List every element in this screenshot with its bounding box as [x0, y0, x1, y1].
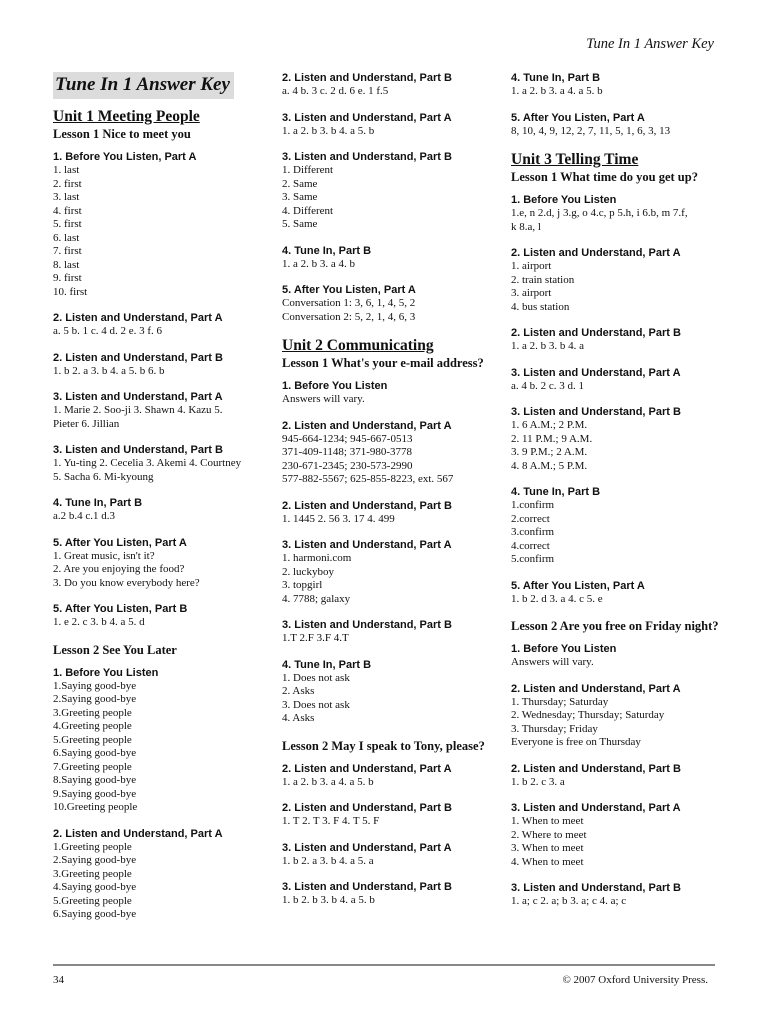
answer-section: [282, 842, 504, 869]
answer-line: 1. Does not ask: [282, 671, 350, 684]
section-heading: 4. Tune In, Part B: [511, 486, 601, 498]
answer-line: Answers will vary.: [282, 393, 365, 405]
answer-section: [282, 802, 504, 829]
answer-line: 2. train station: [511, 273, 575, 286]
answer-line: 1. a 2. b 3. b 4. a: [511, 340, 585, 352]
answer-section: [282, 763, 504, 790]
answer-line: 9. first: [53, 272, 82, 284]
answer-section: [282, 539, 504, 606]
answer-line: 5.Greeting people: [53, 894, 132, 907]
section-heading: 2. Listen and Understand, Part B: [282, 72, 452, 84]
answer-section: [282, 500, 504, 527]
answer-line: 1. a 2. b 3. a 4. a 5. b: [282, 775, 374, 788]
answer-line: 1. b 2. d 3. a 4. c 5. e: [511, 592, 603, 605]
lesson-heading: Lesson 1 What's your e-mail address?: [282, 356, 484, 370]
answer-line: 577-882-5567; 625-855-8223, ext. 567: [282, 473, 454, 485]
section-heading: 5. After You Listen, Part B: [53, 603, 188, 615]
answer-line: 9.Saying good-bye: [53, 787, 137, 800]
answer-line: 3. When to meet: [511, 842, 584, 854]
answer-line: 4. When to meet: [511, 855, 584, 868]
answer-line: 4. Asks: [282, 712, 315, 724]
answer-section: [53, 352, 275, 379]
answer-line: a. 4 b. 3 c. 2 d. 6 e. 1 f.5: [282, 85, 389, 97]
lesson-heading: Lesson 2 Are you free on Friday night?: [511, 619, 719, 633]
answer-line: 2. Wednesday; Thursday; Saturday: [511, 709, 665, 721]
section-heading: 2. Listen and Understand, Part A: [53, 827, 223, 840]
answer-line: 1. a 2. b 3. a 4. a 5. b: [511, 85, 603, 97]
answer-section: [53, 537, 275, 591]
section-heading: 2. Listen and Understand, Part B: [53, 351, 223, 364]
answer-line: 1. Different: [282, 164, 334, 176]
answer-line: 1. 6 A.M.; 2 P.M.: [511, 419, 588, 431]
answer-section: [511, 882, 733, 909]
answer-line: 3. Do you know everybody here?: [53, 576, 200, 589]
answer-line: 230-671-2345; 230-573-2990: [282, 459, 413, 472]
answer-line: 5.confirm: [511, 553, 555, 565]
section-heading: 5. After You Listen, Part A: [511, 111, 645, 124]
answer-line: 5.Greeting people: [53, 733, 132, 746]
footer-divider: [53, 964, 715, 966]
section-heading: 3. Listen and Understand, Part A: [511, 802, 681, 814]
answer-line: 1. Marie 2. Soo-ji 3. Shawn 4. Kazu 5.: [53, 404, 223, 416]
answer-line: 1. b 2. a 3. b 4. a 5. b 6. b: [53, 364, 165, 377]
answer-line: a.2 b.4 c.1 d.3: [53, 510, 116, 522]
answer-line: 10.Greeting people: [53, 801, 138, 813]
copyright-notice: © 2007 Oxford University Press.: [562, 974, 708, 986]
answer-line: 1.Greeting people: [53, 840, 132, 853]
section-heading: 2. Listen and Understand, Part B: [511, 327, 681, 339]
answer-section: [282, 151, 504, 232]
answer-line: 4. first: [53, 204, 82, 217]
answer-section: [282, 881, 504, 908]
answer-section: [282, 284, 504, 324]
answer-section: [53, 444, 275, 484]
column-2: [282, 72, 504, 921]
unit-heading: Unit 1 Meeting People: [53, 108, 200, 125]
answer-section: [511, 327, 733, 354]
section-heading: 3. Listen and Understand, Part B: [282, 881, 452, 893]
lesson-heading: Lesson 2 May I speak to Tony, please?: [282, 738, 485, 753]
answer-section: [53, 667, 275, 815]
answer-line: 1. When to meet: [511, 815, 584, 827]
section-heading: 3. Listen and Understand, Part B: [511, 406, 681, 418]
section-heading: 5. After You Listen, Part A: [53, 536, 187, 549]
answer-line: 7.Greeting people: [53, 760, 132, 773]
answer-section: [282, 112, 504, 139]
answer-line: 10. first: [53, 285, 88, 298]
answer-line: Conversation 2: 5, 2, 1, 4, 6, 3: [282, 310, 416, 323]
answer-line: 2. Asks: [282, 685, 315, 697]
answer-section: [511, 683, 733, 750]
answer-section: [53, 151, 275, 299]
answer-line: 2.Saying good-bye: [53, 854, 137, 866]
answer-section: [53, 497, 275, 524]
lesson-heading: Lesson 1 What time do you get up?: [511, 170, 698, 184]
answer-line: 945-664-1234; 945-667-0513: [282, 432, 413, 445]
answer-section: [511, 763, 733, 790]
answer-section: [282, 245, 504, 272]
answer-line: 2. 11 P.M.; 9 A.M.: [511, 432, 593, 445]
answer-line: 1.confirm: [511, 499, 555, 511]
answer-line: a. 5 b. 1 c. 4 d. 2 e. 3 f. 6: [53, 325, 163, 337]
section-heading: 2. Listen and Understand, Part A: [511, 682, 681, 695]
answer-line: 5. Sacha 6. Mi-kyoung: [53, 470, 154, 483]
answer-line: 2. Are you enjoying the food?: [53, 563, 185, 575]
answer-section: [282, 420, 504, 487]
answer-line: 1. harmoni.com: [282, 552, 352, 564]
answer-section: [511, 367, 733, 394]
answer-line: 3. Thursday; Friday: [511, 722, 598, 735]
answer-line: 3. last: [53, 191, 80, 203]
unit-heading: Unit 2 Communicating: [282, 337, 434, 354]
answer-line: 1. b 2. c 3. a: [511, 775, 565, 788]
answer-section: [282, 659, 504, 726]
answer-line: 3. 9 P.M.; 2 A.M.: [511, 446, 588, 458]
section-heading: 1. Before You Listen: [282, 380, 388, 392]
answer-line: 1.Saying good-bye: [53, 679, 137, 692]
answer-section: [53, 603, 275, 630]
answer-section: [53, 391, 275, 431]
section-heading: 3. Listen and Understand, Part A: [282, 539, 452, 551]
answer-line: 4.correct: [511, 539, 550, 552]
answer-line: 1. a 2. b 3. a 4. b: [282, 257, 356, 270]
section-heading: 3. Listen and Understand, Part B: [282, 619, 452, 631]
answer-line: a. 4 b. 2 c. 3 d. 1: [511, 379, 585, 392]
answer-line: 5. Same: [282, 218, 318, 230]
answer-line: 3. topgirl: [282, 579, 323, 591]
answer-section: [511, 247, 733, 314]
answer-line: 1. airport: [511, 260, 552, 272]
section-heading: 3. Listen and Understand, Part A: [282, 841, 452, 854]
answer-section: [53, 312, 275, 339]
answer-section: [282, 380, 504, 407]
answer-line: 6.Saying good-bye: [53, 747, 137, 759]
section-heading: 4. Tune In, Part B: [282, 658, 372, 671]
answer-line: 3. Does not ask: [282, 698, 350, 711]
document-title: Tune In 1 Answer Key: [53, 72, 234, 99]
answer-line: 1. 1445 2. 56 3. 17 4. 499: [282, 512, 395, 525]
section-heading: 3. Listen and Understand, Part B: [282, 151, 452, 163]
answer-line: 1. Yu-ting 2. Cecelia 3. Akemi 4. Courtney: [53, 457, 242, 469]
column-3: [511, 72, 733, 922]
answer-line: 1. b 2. a 3. b 4. a 5. a: [282, 854, 374, 867]
section-heading: 1. Before You Listen: [53, 666, 159, 679]
answer-line: 1. Thursday; Saturday: [511, 695, 609, 708]
section-heading: 1. Before You Listen: [511, 194, 617, 206]
section-heading: 2. Listen and Understand, Part B: [282, 499, 452, 512]
answer-line: 1. a 2. b 3. b 4. a 5. b: [282, 124, 375, 137]
answer-line: 8.Saying good-bye: [53, 774, 137, 786]
answer-line: 2. Same: [282, 177, 318, 190]
section-heading: 2. Listen and Understand, Part A: [282, 419, 452, 432]
answer-section: [511, 486, 733, 567]
answer-line: 5. first: [53, 218, 82, 230]
answer-section: [53, 828, 275, 922]
answer-line: 1. a; c 2. a; b 3. a; c 4. a; c: [511, 895, 627, 907]
running-head: Tune In 1 Answer Key: [586, 36, 714, 52]
answer-line: Everyone is free on Thursday: [511, 736, 641, 748]
answer-line: 2.correct: [511, 512, 550, 525]
answer-line: 6.Saying good-bye: [53, 908, 137, 920]
answer-line: 1. last: [53, 164, 80, 176]
answer-line: 2. Where to meet: [511, 828, 587, 841]
answer-line: 371-409-1148; 371-980-3778: [282, 446, 413, 458]
section-heading: 5. After You Listen, Part A: [511, 579, 645, 592]
answer-section: [511, 72, 733, 99]
answer-line: 4. bus station: [511, 300, 570, 313]
answer-line: 3.Greeting people: [53, 867, 132, 880]
section-heading: 2. Listen and Understand, Part B: [282, 802, 452, 814]
section-heading: 3. Listen and Understand, Part B: [511, 882, 681, 894]
section-heading: 4. Tune In, Part B: [282, 244, 372, 257]
lesson-heading: Lesson 2 See You Later: [53, 642, 177, 657]
section-heading: 3. Listen and Understand, Part A: [282, 111, 452, 124]
answer-section: [511, 112, 733, 139]
answer-line: 3. Same: [282, 191, 318, 203]
answer-line: 8, 10, 4, 9, 12, 2, 7, 11, 5, 1, 6, 3, 13: [511, 124, 671, 137]
answer-line: 4.Saying good-bye: [53, 881, 137, 893]
section-heading: 3. Listen and Understand, Part B: [53, 444, 223, 456]
answer-line: 1. Great music, isn't it?: [53, 549, 155, 562]
section-heading: 1. Before You Listen: [511, 643, 617, 655]
answer-line: 1. T 2. T 3. F 4. T 5. F: [282, 815, 380, 827]
answer-line: 4. 7788; galaxy: [282, 592, 351, 605]
answer-section: [282, 72, 504, 99]
answer-line: 2. first: [53, 177, 82, 190]
section-heading: 1. Before You Listen, Part A: [53, 151, 197, 163]
answer-line: 7. first: [53, 245, 82, 257]
section-heading: 3. Listen and Understand, Part A: [53, 391, 223, 403]
answer-line: 2. luckyboy: [282, 565, 334, 578]
section-heading: 2. Listen and Understand, Part A: [511, 247, 681, 259]
answer-section: [282, 619, 504, 646]
answer-line: 2.Saying good-bye: [53, 693, 137, 705]
section-heading: 2. Listen and Understand, Part A: [53, 312, 223, 324]
answer-line: Pieter 6. Jillian: [53, 417, 120, 430]
answer-line: 1. b 2. b 3. b 4. a 5. b: [282, 894, 375, 906]
section-heading: 4. Tune In, Part B: [511, 72, 601, 84]
answer-line: 1.e, n 2.d, j 3.g, o 4.c, p 5.h, i 6.b, m 7.f,: [511, 207, 688, 219]
section-heading: 2. Listen and Understand, Part A: [282, 762, 452, 775]
answer-section: [511, 643, 733, 670]
answer-line: 1. e 2. c 3. b 4. a 5. d: [53, 616, 145, 628]
answer-section: [511, 580, 733, 607]
page-number: 34: [53, 974, 64, 986]
answer-section: [511, 406, 733, 473]
answer-line: Conversation 1: 3, 6, 1, 4, 5, 2: [282, 297, 416, 309]
section-heading: 2. Listen and Understand, Part B: [511, 762, 681, 775]
section-heading: 5. After You Listen, Part A: [282, 284, 416, 296]
unit-heading: Unit 3 Telling Time: [511, 151, 639, 168]
answer-line: 3. airport: [511, 287, 552, 299]
answer-line: 1.T 2.F 3.F 4.T: [282, 632, 349, 644]
column-1: [53, 72, 275, 935]
answer-line: Answers will vary.: [511, 656, 594, 668]
answer-line: 4. 8 A.M.; 5 P.M.: [511, 459, 588, 472]
answer-line: 4.Greeting people: [53, 720, 132, 732]
answer-line: 3.confirm: [511, 526, 555, 538]
section-heading: 3. Listen and Understand, Part A: [511, 366, 681, 379]
answer-line: 3.Greeting people: [53, 706, 132, 719]
answer-section: [511, 194, 733, 234]
lesson-heading: Lesson 1 Nice to meet you: [53, 127, 191, 141]
answer-line: 4. Different: [282, 204, 334, 217]
answer-section: [511, 802, 733, 869]
answer-line: k 8.a, l: [511, 220, 541, 233]
answer-line: 8. last: [53, 258, 80, 271]
answer-line: 6. last: [53, 231, 80, 244]
section-heading: 4. Tune In, Part B: [53, 497, 143, 509]
